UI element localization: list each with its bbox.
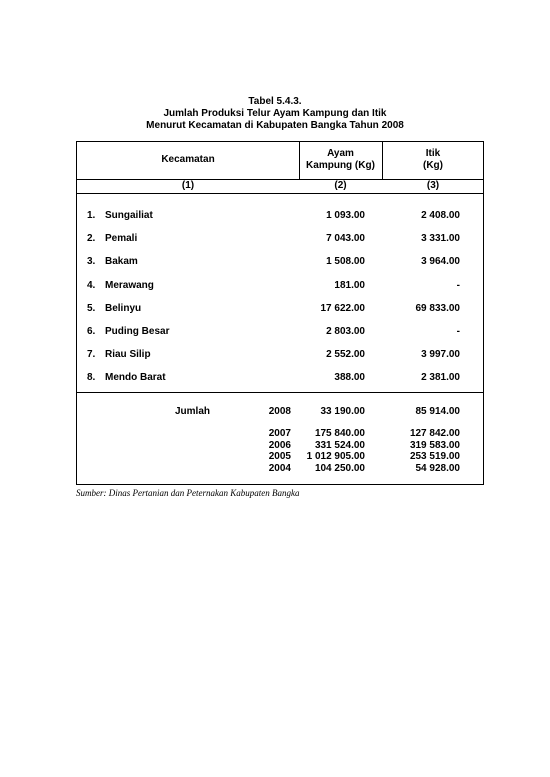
row-ayam: 7 043.00 <box>326 233 365 245</box>
total-itik: 85 914.00 <box>415 406 460 417</box>
row-kecamatan: Puding Besar <box>105 326 170 337</box>
history-ayam: 175 840.00 <box>314 428 365 439</box>
history-ayam: 104 250.00 <box>314 462 365 474</box>
row-itik: 3 964.00 <box>421 256 460 268</box>
row-number: 6. <box>87 326 96 337</box>
row-kecamatan: Merawang <box>105 279 154 291</box>
history-itik: 253 519.00 <box>409 451 460 462</box>
history-year: 2007 <box>268 428 291 439</box>
table-title-line-2: Jumlah Produksi Telur Ayam Kampung dan Itik <box>163 108 387 119</box>
column-number-3: (3) <box>426 180 440 191</box>
table-title <box>0 96 550 132</box>
row-kecamatan: Belinyu <box>105 302 142 314</box>
history-itik: 54 928.00 <box>415 462 460 474</box>
total-ayam: 33 190.00 <box>320 406 365 417</box>
header-itik-line-2: (Kg) <box>423 160 443 171</box>
row-ayam: 388.00 <box>334 372 365 384</box>
header-kecamatan: Kecamatan <box>161 154 215 165</box>
row-itik: - <box>456 279 460 291</box>
total-label: Jumlah <box>175 406 211 417</box>
row-itik: 2 408.00 <box>421 210 460 221</box>
row-kecamatan: Mendo Barat <box>105 372 166 384</box>
data-table <box>76 141 484 485</box>
row-kecamatan: Sungailiat <box>105 210 153 221</box>
total-divider <box>77 392 483 393</box>
history-ayam: 331 524.00 <box>314 439 365 451</box>
row-ayam: 2 803.00 <box>326 326 365 337</box>
history-year: 2004 <box>268 462 291 474</box>
row-itik: 69 833.00 <box>415 302 460 314</box>
row-itik: 3 331.00 <box>421 233 460 245</box>
row-ayam: 1 093.00 <box>326 210 365 221</box>
row-number: 1. <box>87 210 96 221</box>
history-year: 2005 <box>268 451 291 462</box>
row-number: 3. <box>87 256 96 268</box>
column-number-1: (1) <box>181 180 195 191</box>
total-year: 2008 <box>268 406 291 417</box>
source-note: Sumber: Dinas Pertanian dan Peternakan Kabupaten Bangka <box>76 488 300 498</box>
row-number: 4. <box>87 279 96 291</box>
row-kecamatan: Bakam <box>105 256 138 268</box>
row-ayam: 17 622.00 <box>320 302 365 314</box>
row-ayam: 2 552.00 <box>326 349 365 361</box>
header-ayam-line-2: Kampung (Kg) <box>306 160 375 171</box>
column-number-divider <box>77 193 483 194</box>
header-ayam-line-1: Ayam <box>327 148 354 159</box>
history-year: 2006 <box>268 439 291 451</box>
row-kecamatan: Pemali <box>105 233 138 245</box>
row-ayam: 1 508.00 <box>326 256 365 268</box>
column-number-2: (2) <box>334 180 347 191</box>
row-number: 5. <box>87 302 96 314</box>
row-ayam: 181.00 <box>334 279 365 291</box>
row-number: 7. <box>87 349 96 361</box>
row-itik: - <box>456 326 460 337</box>
history-ayam: 1 012 905.00 <box>306 451 365 462</box>
table-number: Tabel 5.4.3. <box>248 96 302 107</box>
row-kecamatan: Riau Silip <box>105 349 151 361</box>
row-number: 8. <box>87 372 96 384</box>
table-title-line-3: Menurut Kecamatan di Kabupaten Bangka Tahun 2008 <box>146 120 404 131</box>
header-itik-line-1: Itik <box>425 148 441 159</box>
row-itik: 3 997.00 <box>421 349 460 361</box>
history-itik: 319 583.00 <box>409 439 460 451</box>
history-itik: 127 842.00 <box>409 428 460 439</box>
row-itik: 2 381.00 <box>421 372 460 384</box>
row-number: 2. <box>87 233 96 245</box>
